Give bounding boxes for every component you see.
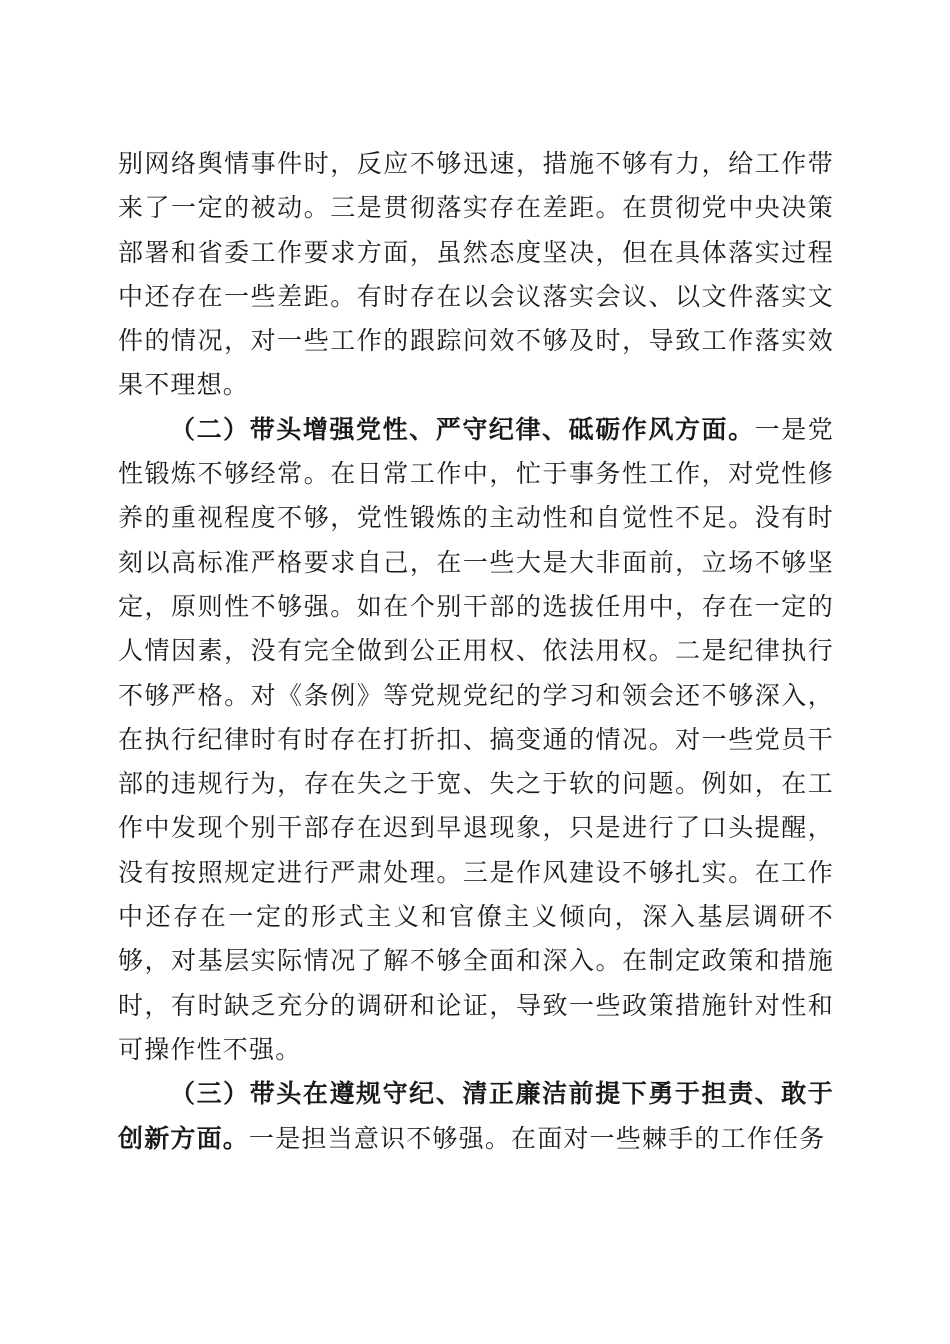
paragraph-continuation [118,142,834,408]
section-body-2: 一是党性锻炼不够经常。在日常工作中，忙于事务性工作，对党性修养的重视程度不够，党性锻炼的主动性和自觉性不足。没有时刻以高标准严格要求自己，在一些大是大非面前，立场不够坚定，原则性不够强。如在个别干部的选拔任用中，存在一定的人情因素，没有完全做到公正用权、依法用权。二是纪律执行不够严格。对《条例》等党规党纪的学习和领会还不够深入，在执行纪律时有时存在打折扣、搞变通的情况。对一些党员干部的违规行为，存在失之于宽、失之于软的问题。例如，在工作中发现个别干部存在迟到早退现象，只是进行了口头提醒，没有按照规定进行严肃处理。三是作风建设不够扎实。在工作中还存在一定的形式主义和官僚主义倾向，深入基层调研不够，对基层实际情况了解不够全面和深入。在制定政策和措施时，有时缺乏充分的调研和论证，导致一些政策措施针对性和可操作性不强。 [118,414,834,1064]
paragraph-section-2 [118,408,834,1072]
section-body-3: 一是担当意识不够强。在面对一些棘手的工作任务 [249,1123,826,1153]
document-page [118,142,834,1161]
section-heading-2: （二）带头增强党性、严守纪律、砥砺作风方面。 [170,414,755,444]
paragraph-text: 别网络舆情事件时，反应不够迅速，措施不够有力，给工作带来了一定的被动。三是贯彻落实存在差距。在贯彻党中央决策部署和省委工作要求方面，虽然态度坚决，但在具体落实过程中还存在一些差距。有时存在以会议落实会议、以文件落实文件的情况，对一些工作的跟踪问效不够及时，导致工作落实效果不理想。 [118,149,834,400]
section-heading-3: （三）带头在遵规守纪、清正廉洁前提下勇于担责、敢于创新方面。 [118,1079,834,1153]
paragraph-section-3 [118,1072,834,1161]
